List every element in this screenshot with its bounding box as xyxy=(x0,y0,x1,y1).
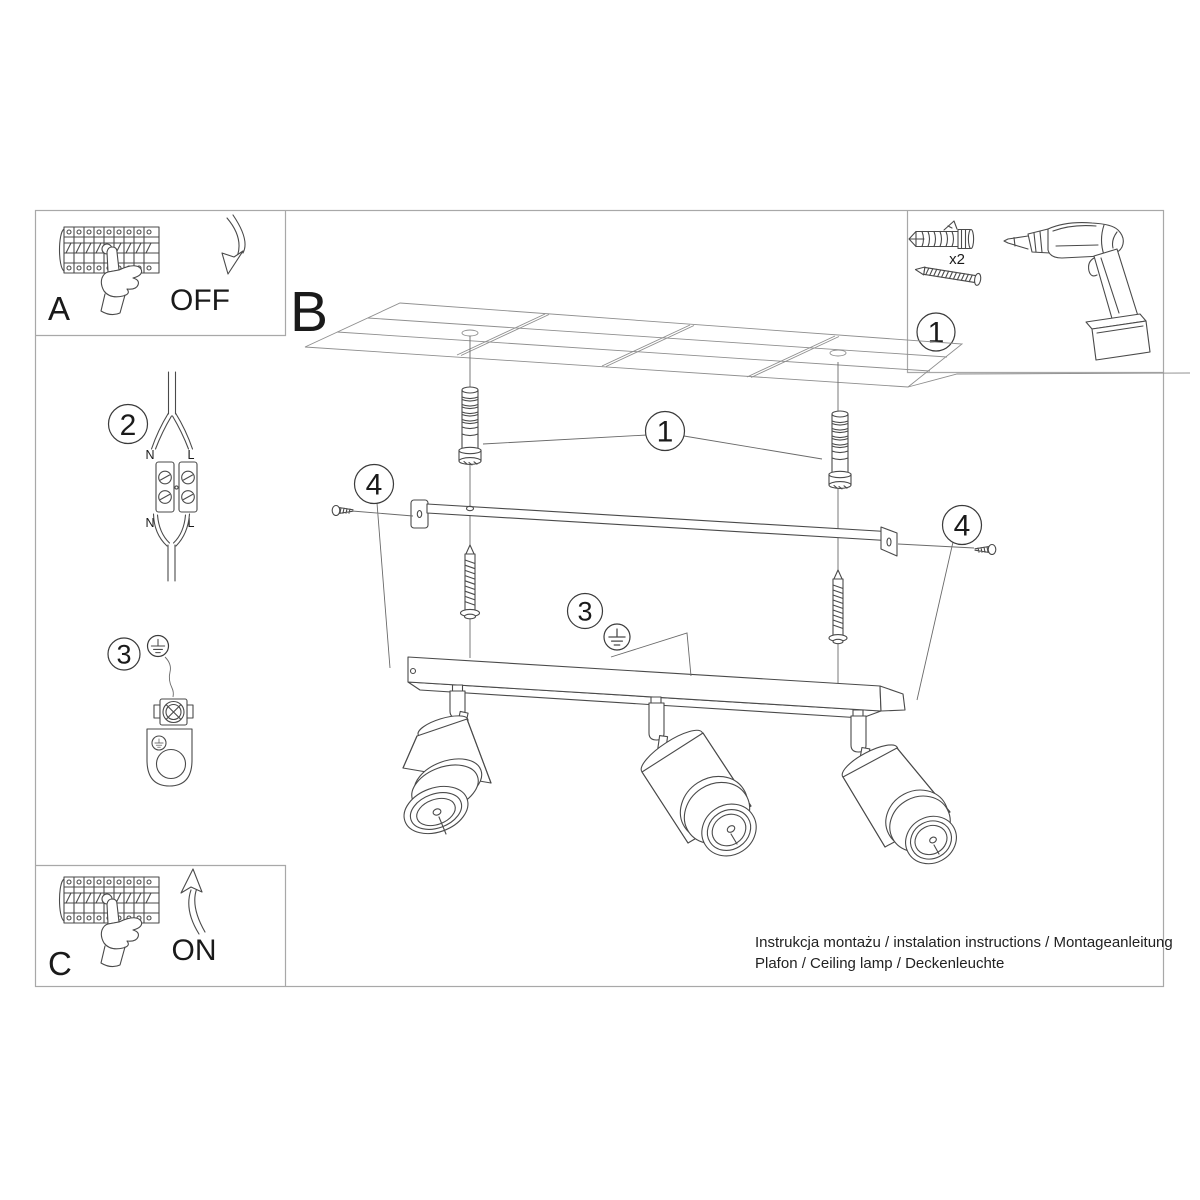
callouts xyxy=(352,412,982,701)
panel-a-power-off xyxy=(48,215,245,327)
footer xyxy=(755,934,1173,972)
step-2-wiring xyxy=(109,372,198,581)
mounting-plate-icon xyxy=(147,729,192,786)
drill-hole-left xyxy=(462,330,478,336)
footer-line-2: Plafon / Ceiling lamp / Deckenleuchte xyxy=(755,955,1005,972)
ground-wire xyxy=(165,657,173,697)
section-b-label: B xyxy=(290,280,329,344)
mounting-bracket xyxy=(411,500,897,556)
tools-panel xyxy=(909,221,1150,360)
off-label: OFF xyxy=(170,284,230,317)
small-screw-right xyxy=(975,545,996,555)
callout-4-right-number: 4 xyxy=(953,509,971,543)
spotlight-middle xyxy=(636,697,766,866)
mounting-screw-right xyxy=(829,570,847,644)
page-frame xyxy=(36,211,1164,987)
arrow-down-icon xyxy=(222,215,245,274)
panel-c-power-on xyxy=(48,869,217,982)
callout-3-number: 3 xyxy=(577,596,593,627)
wall-plug-right xyxy=(829,411,851,489)
ground-clamp-icon xyxy=(154,699,193,725)
drill-icon xyxy=(1004,223,1150,360)
screw-icon xyxy=(914,264,981,286)
live-label-top: L xyxy=(187,448,195,462)
section-a-label: A xyxy=(48,290,71,327)
supply-cable xyxy=(169,372,176,414)
spotlight-left xyxy=(397,685,491,842)
wall-plug-left xyxy=(459,387,481,465)
step-1-number: 1 xyxy=(927,316,945,350)
small-screw-left xyxy=(332,506,353,516)
mounting-screw-left xyxy=(461,545,480,619)
pressing-hand-icon xyxy=(101,899,142,967)
spotlight-right xyxy=(838,710,965,873)
pressing-hand-icon xyxy=(101,247,142,315)
terminal-block-icon xyxy=(156,462,197,512)
neutral-label-bottom: N xyxy=(145,516,155,530)
anchor-quantity-label: x2 xyxy=(949,251,965,268)
drill-hole-right xyxy=(830,350,846,356)
bracket-left-tab xyxy=(411,500,428,528)
callout-4-left-number: 4 xyxy=(365,468,383,502)
lamp-cable xyxy=(168,545,175,581)
section-c-label: C xyxy=(48,945,72,982)
ceiling-panel xyxy=(305,303,1190,387)
wall-plug-icon xyxy=(909,221,974,249)
footer-line-1: Instrukcja montażu / instalation instructions / Montageanleitung xyxy=(755,934,1173,951)
step-3-number: 3 xyxy=(116,639,132,670)
neutral-label-top: N xyxy=(145,448,155,462)
bracket-right-tab xyxy=(881,527,897,556)
arrow-up-icon xyxy=(181,869,205,934)
live-label-bottom: L xyxy=(187,516,195,530)
step-3-ground-left xyxy=(108,636,193,787)
panel-c-divider xyxy=(36,866,286,987)
callout-1-number: 1 xyxy=(656,415,674,449)
on-label: ON xyxy=(171,934,217,967)
step-2-number: 2 xyxy=(119,409,137,442)
